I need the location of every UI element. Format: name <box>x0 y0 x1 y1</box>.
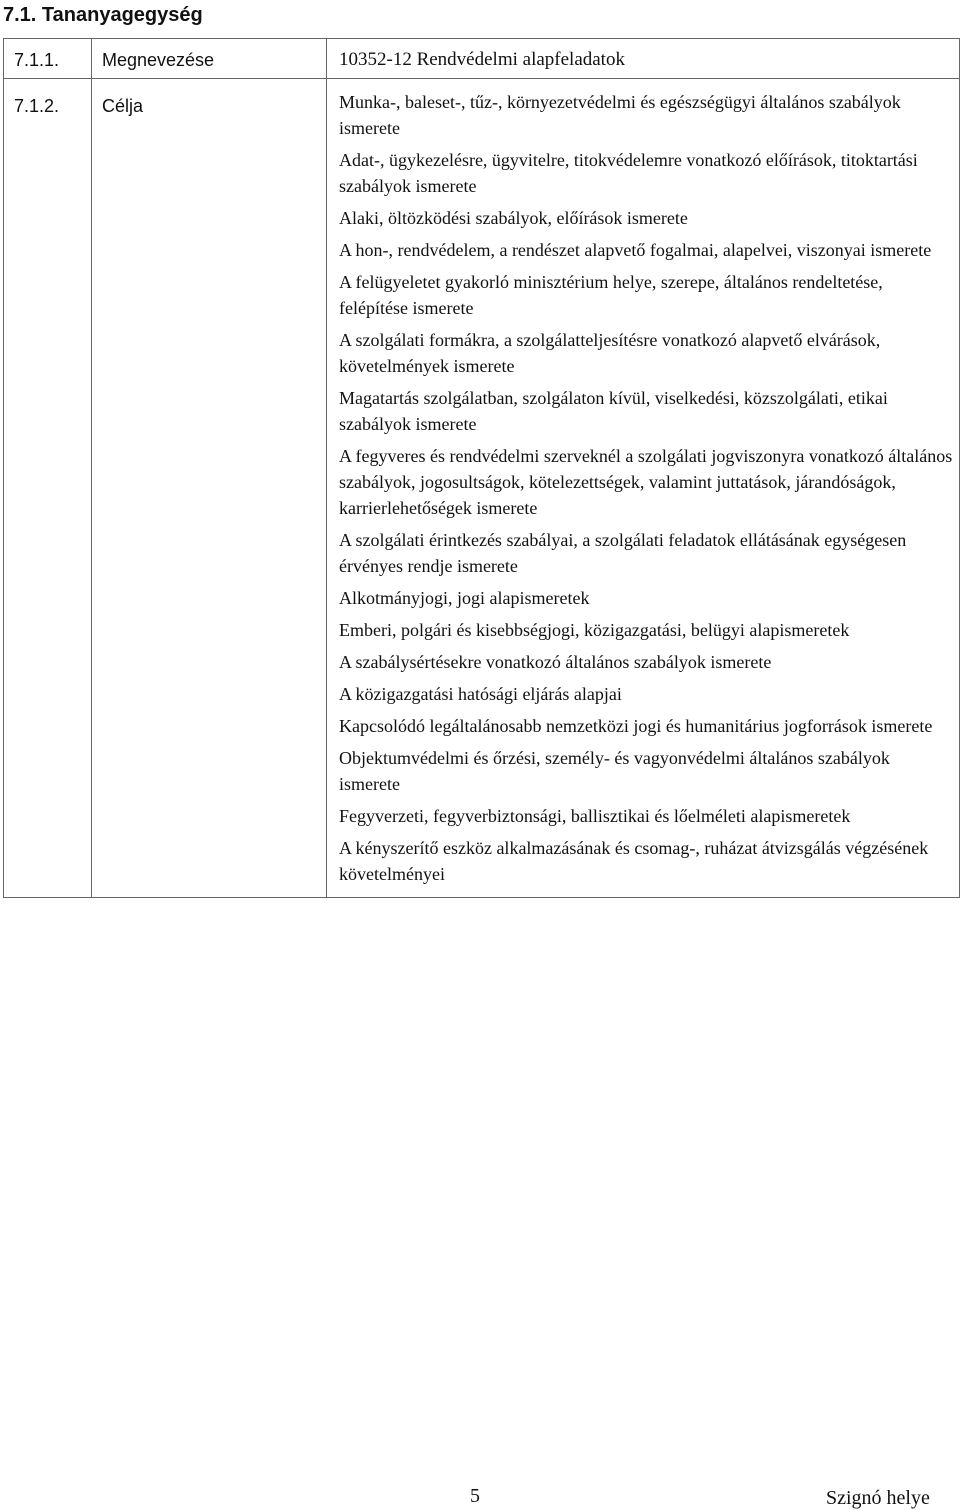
list-item: Alaki, öltözködési szabályok, előírások ismerete <box>339 208 688 228</box>
row-label: Célja <box>102 96 144 116</box>
signature-place: Szignó helye <box>826 1487 930 1509</box>
list-item: A szabálysértésekre vonatkozó általános szabályok ismerete <box>339 652 772 672</box>
list-item: Emberi, polgári és kisebbségjogi, közigazgatási, belügyi alapismeretek <box>339 620 850 640</box>
list-item: Objektumvédelmi és őrzési, személy- és vagyonvédelmi általános szabályok ismerete <box>339 748 890 794</box>
list-item: Fegyverzeti, fegyverbiztonsági, ballisztikai és lőelméleti alapismeretek <box>339 806 851 826</box>
row-number-cell <box>4 79 92 898</box>
curriculum-table <box>3 38 960 898</box>
list-item: Adat-, ügykezelésre, ügyvitelre, titokvédelemre vonatkozó előírások, titoktartási szabályok ismerete <box>339 150 918 196</box>
row-value: 10352-12 Rendvédelmi alapfeladatok <box>339 49 625 70</box>
list-item: A szolgálati érintkezés szabályai, a szolgálati feladatok ellátásának egységesen érvényes rendje ismerete <box>339 530 907 576</box>
list-item: A közigazgatási hatósági eljárás alapjai <box>339 684 622 704</box>
list-item: Magatartás szolgálatban, szolgálaton kívül, viselkedési, közszolgálati, etikai szabályok ismerete <box>339 388 888 434</box>
row-value-cell <box>327 39 960 79</box>
list-item: A fegyveres és rendvédelmi szerveknél a szolgálati jogviszonyra vonatkozó általános szabályok, jogosultságok, kötelezettségek, valamint juttatások, járandóságok, karrierlehetőségek ismerete <box>339 446 953 518</box>
list-item: A szolgálati formákra, a szolgálatteljesítésre vonatkozó alapvető elvárások, követelmények ismerete <box>339 330 881 376</box>
row-label-cell <box>92 39 327 79</box>
list-item: A hon-, rendvédelem, a rendészet alapvető fogalmai, alapelvei, viszonyai ismerete <box>339 240 932 260</box>
row-number: 7.1.1. <box>14 50 60 70</box>
row-number: 7.1.2. <box>14 96 60 116</box>
list-item: Kapcsolódó legáltalánosabb nemzetközi jogi és humanitárius jogforrások ismerete <box>339 716 933 736</box>
page-number: 5 <box>470 1485 480 1507</box>
goal-list <box>327 79 959 897</box>
row-label: Megnevezése <box>102 50 215 70</box>
table-row-name <box>4 39 960 79</box>
list-item: A felügyeletet gyakorló minisztérium helye, szerepe, általános rendeltetése, felépítése ismerete <box>339 272 883 318</box>
list-item: Munka-, baleset-, tűz-, környezetvédelmi és egészségügyi általános szabályok ismerete <box>339 92 901 138</box>
list-item: A kényszerítő eszköz alkalmazásának és csomag-, ruházat átvizsgálás végzésének követelményei <box>339 838 929 884</box>
list-item: Alkotmányjogi, jogi alapismeretek <box>339 588 590 608</box>
table-row-goal <box>4 79 960 898</box>
row-label-cell <box>92 79 327 898</box>
section-heading: 7.1. Tananyagegység <box>3 4 203 26</box>
row-number-cell <box>4 39 92 79</box>
row-value-cell <box>327 79 960 898</box>
